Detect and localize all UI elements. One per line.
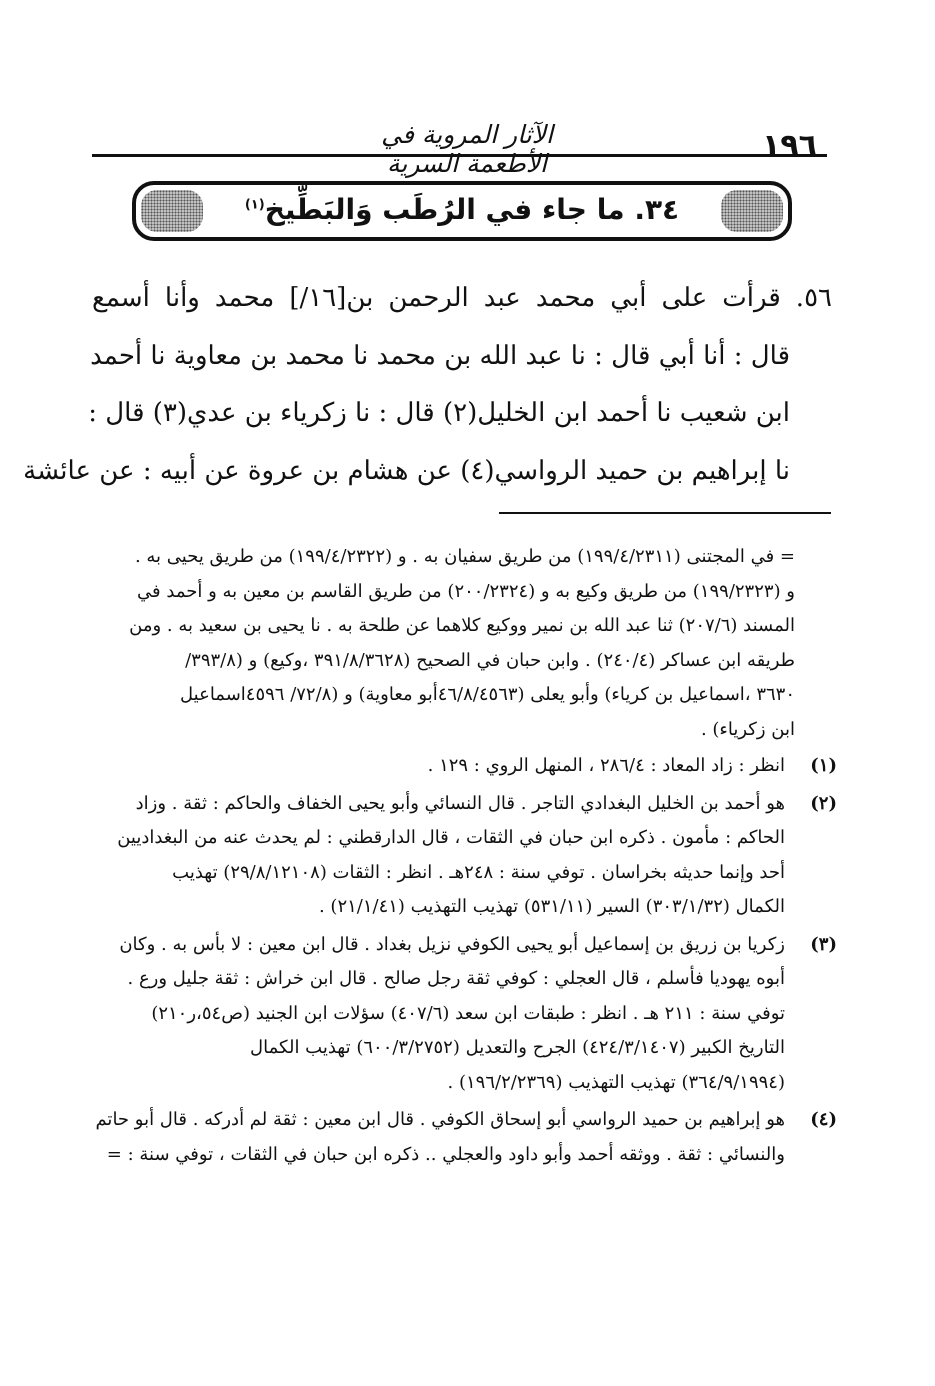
footnote-number: (١) <box>810 755 837 776</box>
footnote-line: أبوه يهوديا فأسلم ، قال العجلي : كوفي ثقة رجل صالح . قال ابن خراش : ثقة جليل ورع . <box>127 968 785 989</box>
footnote-3 <box>92 928 837 1101</box>
footnote-separator <box>499 512 831 514</box>
footnote-line: الكمال (٣٠٣/١/٣٢) السير (٥٣١/١١) تهذيب التهذيب (٢١/١/٤١) . <box>318 896 785 917</box>
footnote-line: والنسائي : ثقة . ووثقه أحمد وأبو داود والعجلي .. ذكره ابن حبان في الثقات ، توفي سنة : = <box>106 1143 785 1165</box>
footnote-line: طريقه ابن عساكر (٢٤٠/٤) . وابن حبان في الصحيح (٣٩١/٨/٣٦٢٨ ،وكيع) و (٣٩٣/٨/ <box>185 649 795 671</box>
footnote-line: التاريخ الكبير (٤٢٤/٣/١٤٠٧) الجرح والتعديل (٦٠٠/٣/٢٧٥٢) تهذيب الكمال <box>250 1037 785 1058</box>
ornament-left <box>141 190 203 232</box>
footnote-line: (٣٦٤/٩/١٩٩٤) تهذيب التهذيب (١٩٦/٢/٢٣٦٩) . <box>447 1071 785 1093</box>
chapter-title <box>211 193 713 226</box>
footnote-1 <box>92 749 837 784</box>
header-rule <box>92 154 827 157</box>
chapter-title-text: ٣٤. ما جاء في الرُطَب وَالبَطِّيخ <box>264 193 680 226</box>
footnote-line: ابن زكرياء) . <box>700 718 795 740</box>
footnote-line: توفي سنة : ٢١١ هـ . انظر : طبقات ابن سعد (٤٠٧/٦) سؤلات ابن الجنيد (ص٥٤،ر٢١٠) <box>151 1002 785 1024</box>
footnote-line: زكريا بن زريق بن إسماعيل أبو يحيى الكوفي نزيل بغداد . قال ابن معين : لا بأس به . وكان <box>119 933 785 955</box>
footnote-4 <box>92 1103 837 1172</box>
footnote-continuation <box>92 540 837 747</box>
footnote-line: الحاكم : مأمون . ذكره ابن حبان في الثقات ، قال الدارقطني : لم يحدث عنه من البغداديين <box>117 827 785 848</box>
footnote-number: (٣) <box>810 933 837 955</box>
hadith-text <box>23 270 833 500</box>
chapter-note-ref: (١) <box>244 197 265 213</box>
footnote-line: المسند (٢٠٧/٦) ثنا عبد الله بن نمير ووكيع كلاهما عن طلحة به . نا يحيى بن سعيد به . ومن <box>129 615 795 636</box>
footnote-number: (٤) <box>810 1109 837 1130</box>
page-number: ١٩٦ <box>762 128 817 163</box>
footnote-line: ٣٦٣٠ ،اسماعيل بن كرياء) وأبو يعلى (٤٦/٨/٤٥٦٣أبو معاوية) و (٧٢/٨/ ٤٥٩٦اسماعيل <box>180 684 795 705</box>
page-header <box>92 98 827 178</box>
footnote-line: أحد وإنما حديثه بخراسان . توفي سنة : ٢٤٨هـ . انظر : الثقات (٢٩/٨/١٢١٠٨) تهذيب <box>172 861 785 883</box>
hadith-line: نا إبراهيم بن حميد الرواسي(٤) عن هشام بن عروة عن أبيه : عن عائشة <box>23 455 790 486</box>
footnote-line: = في المجتنى (١٩٩/٤/٢٣١١) من طريق سفيان به . و (١٩٩/٤/٢٣٢٢) من طريق يحيى به . <box>134 546 795 567</box>
chapter-heading-box <box>132 181 792 241</box>
footnote-line: و (١٩٩/٢٣٢٣) من طريق وكيع به و (٢٠٠/٢٣٢٤) من طريق القاسم بن معين به و أحمد في <box>137 580 795 602</box>
footnote-line: هو أحمد بن الخليل البغدادي التاجر . قال النسائي وأبو يحيى الخفاف والحاكم : ثقة . وزاد <box>135 792 785 814</box>
footnote-line: هو إبراهيم بن حميد الرواسي أبو إسحاق الكوفي . قال ابن معين : ثقة لم أدركه . قال أبو حاتم <box>95 1109 785 1130</box>
footnotes <box>92 540 837 1175</box>
footnote-number: (٢) <box>810 792 837 814</box>
running-title: الآثار المروية في الأطعمة السرية <box>381 120 553 178</box>
footnote-2 <box>92 787 837 925</box>
hadith-line: قال : أنا أبي قال : نا عبد الله بن محمد نا محمد بن معاوية نا أحمد <box>90 340 790 371</box>
hadith-line: ٥٦. قرأت على أبي محمد عبد الرحمن بن[١٦/] محمد وأنا أسمع <box>92 283 833 313</box>
ornament-right <box>721 190 783 232</box>
hadith-line: ابن شعيب نا أحمد ابن الخليل(٢) قال : نا زكرياء بن عدي(٣) قال : <box>88 398 790 428</box>
footnote-line: انظر : زاد المعاد : ٢٨٦/٤ ، المنهل الروي : ١٢٩ . <box>427 755 785 776</box>
